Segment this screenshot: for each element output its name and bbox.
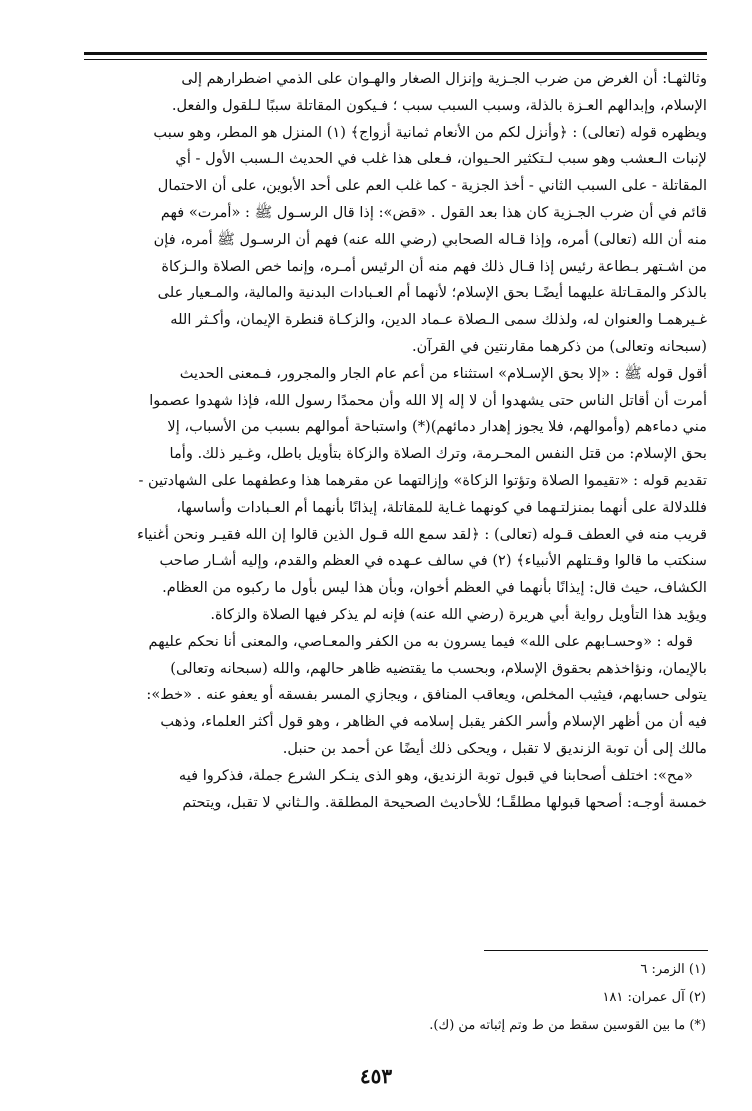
text-line: فللدلالة على أنهما بمنزلتـهما في كونهما غـاية للمقاتلة، إيذانًا بأنهما أم العـبادات وأساسها،: [176, 498, 707, 516]
text-line: من اشـتهر بـطاعة رئيس إذا قـال ذلك فهم منه أن الرئيس أمـره، وإنما خص الصلاة والـزكاة: [161, 257, 707, 275]
footnotes: [82, 956, 706, 1040]
text-line: بالإيمان، ونؤاخذهم بحقوق الإسلام، وبحسب ما يقتضيه ظاهر حالهم، والله (سبحانه وتعالى): [170, 659, 707, 677]
page-number: ٤٥٣: [359, 1064, 393, 1088]
text-line: أمرت أن أقاتل الناس حتى يشهدوا أن لا إله إلا الله وأن محمدًا رسول الله، فإذا شهدوا عصموا: [149, 391, 707, 409]
text-line: مالك إلى أن توبة الزنديق لا تقبل ، ويحكى ذلك أيضًا عن أحمد بن حنبل.: [282, 739, 707, 757]
text-line: بالذكر والمقـاتلة عليهما أيضًـا بحق الإسلام؛ لأنهما أم العـبادات البدنية والمالية، والمـعيار على: [157, 284, 707, 302]
footnote: (١) الزمر: ٦: [640, 962, 706, 977]
text-line: الكشاف، حيث قال: إيذانًا بأنهما في العظم أخوان، وبأن هذا ليس بأول ما ركبوه من العظام.: [162, 579, 707, 597]
text-line: المقاتلة - على السبب الثاني - أخذ الجزية - كما غلب العم على أحد الأبوين، على أن الاحتمال: [157, 177, 707, 195]
text-line: «مح»: اختلف أصحابنا في قبول توبة الزنديق، وهو الذى ينـكر الشرع جملة، فذكروا فيه: [178, 766, 693, 784]
text-line: خمسة أوجـه: أصحها قبولها مطلقًـا؛ للأحاديث الصحيحة المطلقة. والـثاني لا تقبل، ويتحتم: [182, 793, 707, 811]
text-line: الإسلام، وإبدالهم العـزة بالذلة، وسبب السبب سبب ؛ فـيكون المقاتلة سببًا لـلقول والفعل.: [171, 96, 707, 114]
footnote: (٢) آل عمران: ١٨١: [602, 990, 706, 1005]
text-line: قريب منه في العطف قـوله (تعالى) : ﴿لقد سمع الله قـول الذين قالوا إن الله فقيـر ونحن أغنياء: [137, 525, 707, 543]
header-thick-rule: [84, 52, 707, 55]
text-line: ويؤيد هذا التأويل رواية أبي هريرة (رضي الله عنه) فإنه لم يذكر فيها الصلاة والزكاة.: [210, 605, 707, 623]
text-line: سنكتب ما قالوا وقـتلهم الأنبياء﴾ (٢) في سالف عـهده في العظم والقدم، وإليه أشـار صاحب: [159, 552, 707, 570]
main-text: [84, 66, 707, 816]
text-line: أقول قوله ﷺ : «إلا بحق الإسـلام» استثناء من أعم عام الجار والمجرور، فـمعنى الحديث: [179, 364, 707, 382]
text-line: منه أن الله (تعالى) أمره، وإذا قـاله الصحابي (رضي الله عنه) فهم أن الرسـول ﷺ أمره، فإن: [153, 230, 707, 248]
text-line: قوله : «وحسـابهم على الله» فيما يسرون به من الكفر والمعـاصي، والمعنى أنا نحكم عليهم: [148, 632, 693, 650]
text-line: فيه أن من أظهر الإسلام وأسر الكفر يقبل إسلامه في الظاهر ، وهو قول أكثر العلماء، وذهب: [160, 713, 707, 731]
footnote: (*) ما بين القوسين سقط من ط وتم إثباته من (ك).: [429, 1018, 706, 1033]
footnote-separator: [484, 950, 708, 951]
text-line: مني دماءهم (وأموالهم، فلا يجوز إهدار دمائهم)(*) واستباحة أموالهم بسبب من الأسباب، إلا: [167, 418, 707, 436]
text-line: (سبحانه وتعالى) من ذكرهما مقارنتين في القرآن.: [412, 337, 707, 355]
text-line: تقديم قوله : «تقيموا الصلاة وتؤتوا الزكاة» وإزالتهما عن مقرهما هذا وعطفهما على الشهادتين -: [138, 471, 707, 489]
text-line: وثالثهـا: أن الغرض من ضرب الجـزية وإنزال الصغار والهـوان على الذمي اضطرارهم إلى: [181, 70, 707, 87]
text-line: قائم في أن ضرب الجـزية كان هذا بعد القول . «قض»: إذا قال الرسـول ﷺ : «أمرت» فهم: [160, 203, 707, 221]
text-line: ويظهره قوله (تعالى) : ﴿وأنزل لكم من الأنعام ثمانية أزواج﴾ (١) المنزل هو المطر، وهو سبب: [153, 123, 707, 141]
text-line: بحق الإسلام: من قتل النفس المحـرمة، وترك الصلاة والزكاة بتأويل باطل، وغـير ذلك. وأما: [169, 445, 707, 463]
header-thin-rule: [84, 59, 707, 60]
text-line: لإنبات الـعشب وهو سبب لـتكثير الحـيوان، فـعلى هذا غلب في الحديث الـسبب الأول - أي: [175, 150, 707, 168]
text-line: غـيرهمـا والعنوان له، ولذلك سمى الـصلاة عـماد الدين، والزكـاة قنطرة الإيمان، وأكـثر الله: [170, 311, 707, 329]
text-line: يتولى حسابهم، فيثيب المخلص، ويعاقب المنافق ، ويجازي المسر بفسقه أو يعفو عنه . «خط»:: [146, 686, 707, 704]
